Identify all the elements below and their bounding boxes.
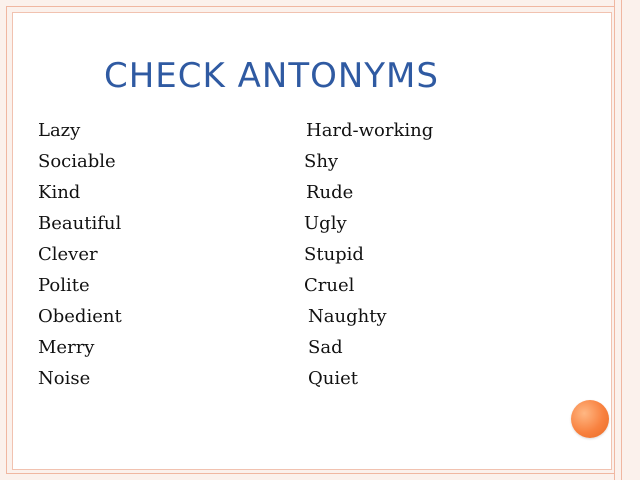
antonym: Quiet [308,368,358,389]
antonym: Stupid [304,244,364,265]
word: Beautiful [38,213,122,234]
slide-title: CHECK ANTONYMS [104,56,439,96]
antonym-list [38,118,558,397]
list-item [38,211,558,242]
list-item [38,242,558,273]
word: Sociable [38,151,116,172]
list-item [38,180,558,211]
antonym: Ugly [304,213,347,234]
antonym: Sad [308,337,343,358]
word: Lazy [38,120,81,141]
antonym: Hard-working [306,120,434,141]
word: Obedient [38,306,122,327]
word: Merry [38,337,95,358]
orange-circle-icon [571,400,609,438]
list-item [38,149,558,180]
list-item [38,366,558,397]
word: Clever [38,244,98,265]
antonym: Naughty [308,306,387,327]
list-item [38,118,558,149]
antonym: Rude [306,182,354,203]
right-decorative-band [614,0,640,480]
antonym: Cruel [304,275,355,296]
list-item [38,304,558,335]
word: Polite [38,275,90,296]
antonym: Shy [304,151,339,172]
word: Kind [38,182,81,203]
word: Noise [38,368,91,389]
list-item [38,273,558,304]
list-item [38,335,558,366]
